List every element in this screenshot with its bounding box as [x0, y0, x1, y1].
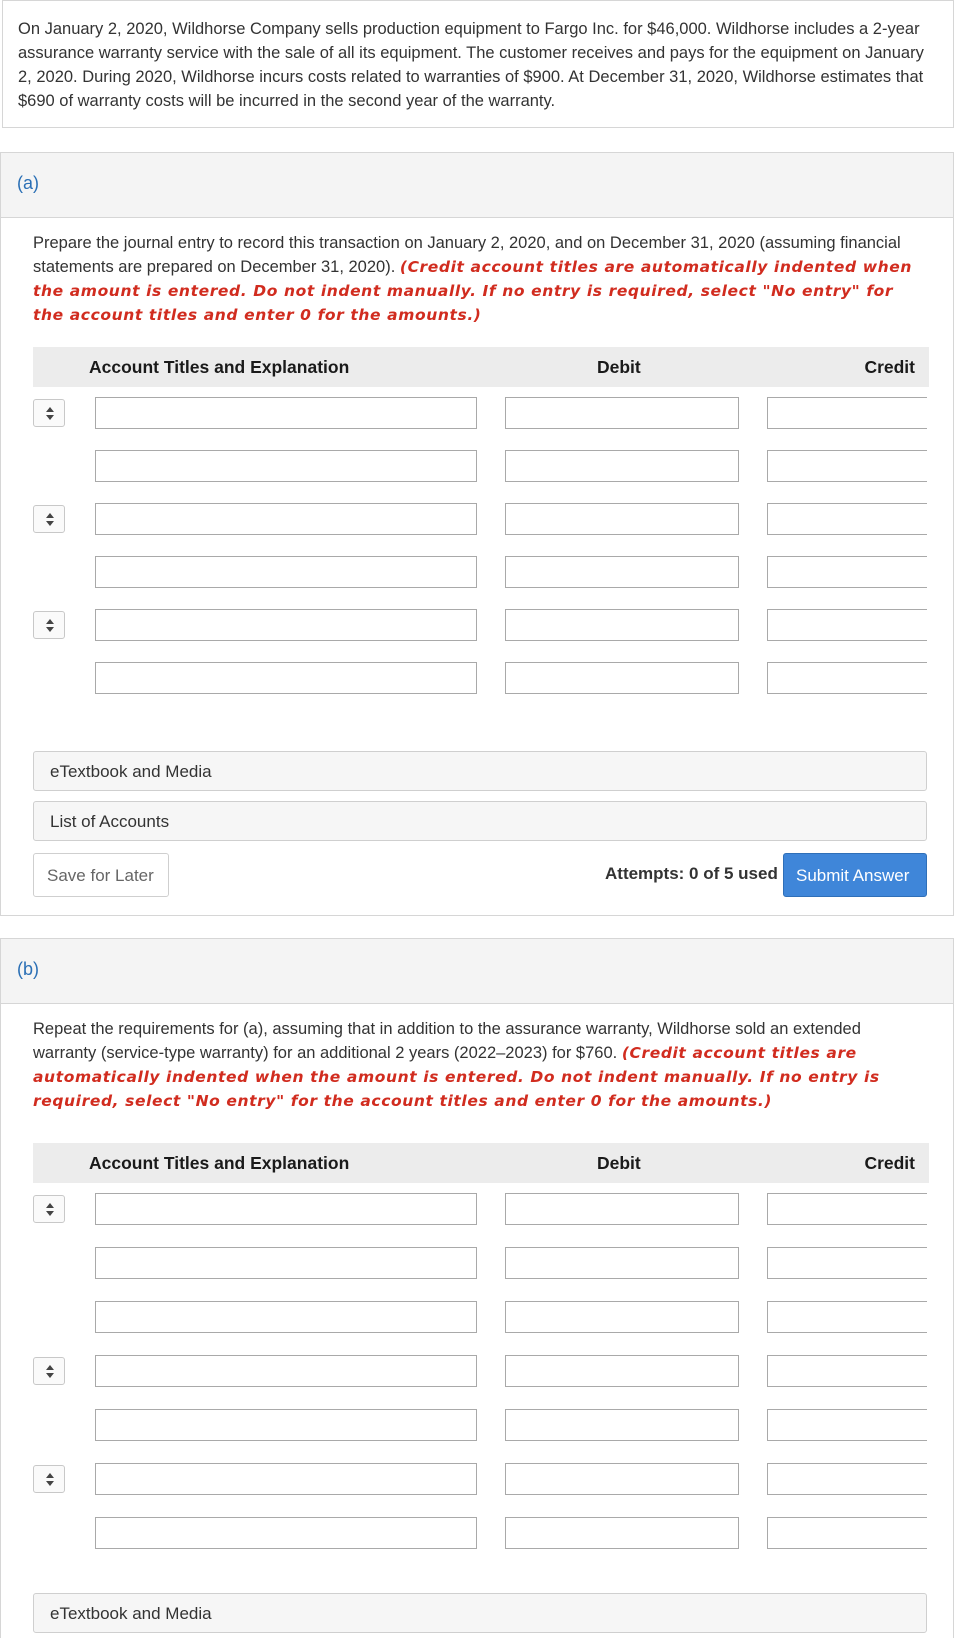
col-debit-header: Debit: [597, 1153, 641, 1173]
account-title-input[interactable]: [95, 397, 477, 429]
entry-date-selector[interactable]: [33, 1357, 65, 1385]
debit-input[interactable]: [505, 1301, 739, 1333]
col-debit-header: Debit: [597, 357, 641, 377]
debit-input[interactable]: [505, 1463, 739, 1495]
account-title-input[interactable]: [95, 662, 477, 694]
attempts-counter: Attempts: 0 of 5 used: [605, 864, 778, 883]
debit-input[interactable]: [505, 556, 739, 588]
entry-date-selector[interactable]: [33, 611, 65, 639]
credit-input[interactable]: [767, 609, 927, 641]
account-title-input[interactable]: [95, 503, 477, 535]
entry-date-selector[interactable]: [33, 399, 65, 427]
journal-row: [1, 450, 954, 484]
etextbook-link[interactable]: [33, 751, 927, 791]
credit-input[interactable]: [767, 1463, 927, 1495]
save-for-later-label: Save for Later: [47, 866, 154, 885]
account-title-input[interactable]: [95, 556, 477, 588]
journal-row: [1, 609, 954, 643]
account-title-input[interactable]: [95, 1355, 477, 1387]
journal-row: [1, 1463, 954, 1497]
col-credit-header: Credit: [864, 357, 915, 377]
problem-text: On January 2, 2020, Wildhorse Company sells production equipment to Fargo Inc. for $46,000. Wildhorse includes a 2-year assurance warranty service with the sale of all its equipment. The customer receives and pays for the equipment on January 2, 2020. During 2020, Wildhorse incurs costs related to warranties of $900. At December 31, 2020, Wildhorse estimates that $690 of warranty costs will be incurred in the second year of the warranty.: [18, 20, 924, 110]
credit-input[interactable]: [767, 556, 927, 588]
col-account-header: Account Titles and Explanation: [89, 357, 350, 377]
debit-input[interactable]: [505, 397, 739, 429]
credit-input[interactable]: [767, 1247, 927, 1279]
col-credit-header: Credit: [864, 1153, 915, 1173]
save-for-later-button[interactable]: [33, 853, 169, 897]
submit-answer-label: Submit Answer: [796, 866, 910, 885]
credit-input[interactable]: [767, 397, 927, 429]
part-a-instruction-note: (Credit account titles are automatically indented when the amount is entered. Do not indent manually. If no entry is required, select "No entry" for the account titles and enter 0 for the amounts.): [33, 258, 913, 324]
debit-input[interactable]: [505, 1355, 739, 1387]
credit-input[interactable]: [767, 1301, 927, 1333]
journal-row: [1, 503, 954, 537]
debit-input[interactable]: [505, 662, 739, 694]
debit-input[interactable]: [505, 1247, 739, 1279]
part-a-instruction-text: Prepare the journal entry to record this transaction on January 2, 2020, and on December 31, 2020 (assuming financial statements are prepared on December 31, 2020).: [33, 234, 901, 276]
part-b-instructions: [33, 1017, 923, 1113]
credit-input[interactable]: [767, 1193, 927, 1225]
list-of-accounts-label: List of Accounts: [50, 812, 170, 831]
debit-input[interactable]: [505, 1517, 739, 1549]
credit-input[interactable]: [767, 503, 927, 535]
debit-input[interactable]: [505, 1193, 739, 1225]
entry-date-selector[interactable]: [33, 505, 65, 533]
journal-row: [1, 1517, 954, 1551]
part-b-header: [1, 939, 953, 1004]
debit-input[interactable]: [505, 450, 739, 482]
etextbook-label: eTextbook and Media: [50, 762, 212, 781]
account-title-input[interactable]: [95, 1247, 477, 1279]
account-title-input[interactable]: [95, 1517, 477, 1549]
journal-row: [1, 397, 954, 431]
problem-statement: [2, 0, 954, 128]
journal-row: [1, 1193, 954, 1227]
account-title-input[interactable]: [95, 1301, 477, 1333]
part-a-instructions: [33, 231, 923, 327]
debit-input[interactable]: [505, 1409, 739, 1441]
part-a-header: [1, 153, 953, 218]
part-b-instruction-note: (Credit account titles are automatically indented when the amount is entered. Do not indent manually. If no entry is required, select "No entry" for the account titles and enter 0 for the amounts.): [33, 1044, 880, 1110]
credit-input[interactable]: [767, 450, 927, 482]
account-title-input[interactable]: [95, 450, 477, 482]
part-a-panel: [0, 152, 954, 916]
journal-row: [1, 556, 954, 590]
entry-date-selector[interactable]: [33, 1465, 65, 1493]
debit-input[interactable]: [505, 503, 739, 535]
account-title-input[interactable]: [95, 1193, 477, 1225]
credit-input[interactable]: [767, 1517, 927, 1549]
debit-input[interactable]: [505, 609, 739, 641]
journal-row: [1, 1301, 954, 1335]
col-account-header: Account Titles and Explanation: [89, 1153, 350, 1173]
part-b-instruction-text: Repeat the requirements for (a), assuming that in addition to the assurance warranty, Wildhorse sold an extended warranty (service-type warranty) for an additional 2 years (2022–2023) for $760.: [33, 1020, 861, 1062]
list-of-accounts-link[interactable]: [33, 801, 927, 841]
part-a-table-header: [33, 347, 929, 387]
journal-row: [1, 1355, 954, 1389]
part-a-label: (a): [17, 173, 39, 193]
etextbook-label: eTextbook and Media: [50, 1604, 212, 1623]
journal-row: [1, 662, 954, 696]
credit-input[interactable]: [767, 662, 927, 694]
etextbook-link[interactable]: [33, 1593, 927, 1633]
part-b-panel: [0, 938, 954, 1638]
account-title-input[interactable]: [95, 1409, 477, 1441]
credit-input[interactable]: [767, 1409, 927, 1441]
credit-input[interactable]: [767, 1355, 927, 1387]
entry-date-selector[interactable]: [33, 1195, 65, 1223]
part-b-table-header: [33, 1143, 929, 1183]
account-title-input[interactable]: [95, 1463, 477, 1495]
part-b-label: (b): [17, 959, 39, 979]
journal-row: [1, 1409, 954, 1443]
journal-row: [1, 1247, 954, 1281]
account-title-input[interactable]: [95, 609, 477, 641]
submit-answer-button[interactable]: [783, 853, 927, 897]
